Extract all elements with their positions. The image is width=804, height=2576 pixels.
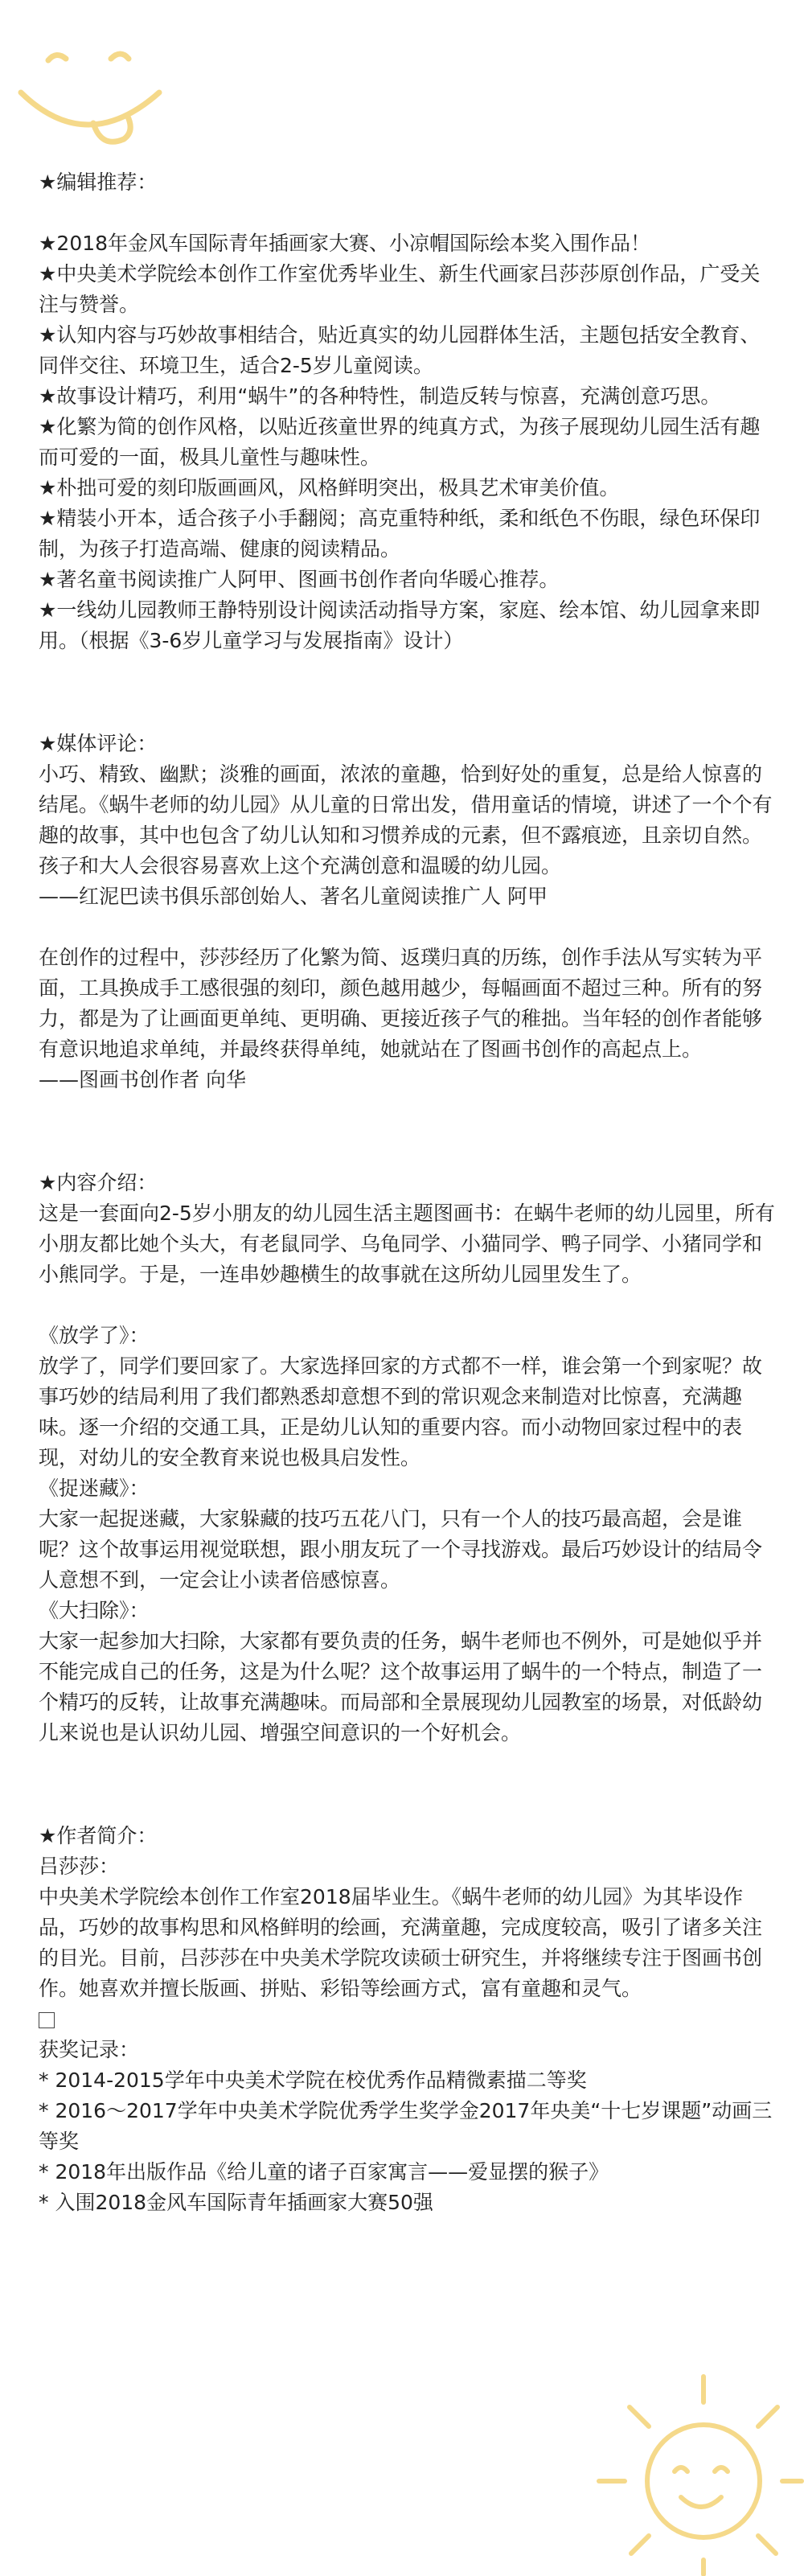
content-introduction-section	[39, 1168, 778, 1748]
book-description: 大家一起参加大扫除，大家都有要负责的任务，蜗牛老师也不例外，可是她似乎并不能完成自己的任务，这是为什么呢？这个故事运用了蜗牛的一个特点，制造了一个精巧的反转，让故事充满趣味。而局部和全景展现幼儿园教室的场景，对低龄幼儿来说也是认识幼儿园、增强空间意识的一个好机会。	[39, 1629, 763, 1744]
media-heading: ★媒体评论：	[39, 732, 158, 755]
document-body	[39, 167, 778, 2218]
book-title: 《放学了》：	[39, 1324, 150, 1347]
review-text: 在创作的过程中，莎莎经历了化繁为简、返璞归真的历练，创作手法从写实转为平面，工具换成手工感很强的刻印，颜色越用越少，每幅画面不超过三种。所有的努力，都是为了让画面更单纯、更明确、更接近孩子气的稚拙。当年轻的创作者能够有意识地追求单纯，并最终获得单纯，她就站在了图画书创作的高起点上。	[39, 946, 763, 1061]
editorial-item: ★中央美术学院绘本创作工作室优秀毕业生、新生代画家吕莎莎原创作品，广受关注与赞誉。	[39, 262, 761, 316]
intro-heading: ★内容介绍：	[39, 1171, 158, 1194]
editorial-item: ★化繁为简的创作风格，以贴近孩童世界的纯真方式，为孩子展现幼儿园生活有趣而可爱的一面，极具儿童性与趣味性。	[39, 415, 761, 469]
editorial-item: ★精装小开本，适合孩子小手翻阅；高克重特种纸，柔和纸色不伤眼，绿色环保印制，为孩子打造高端、健康的阅读精品。	[39, 507, 761, 561]
awards-heading: 获奖记录：	[39, 2038, 140, 2061]
editorial-recommendation-section	[39, 167, 778, 656]
media-review-section	[39, 729, 778, 1095]
author-name: 吕莎莎：	[39, 1855, 120, 1878]
editorial-item: ★故事设计精巧，利用“蜗牛”的各种特性，制造反转与惊喜，充满创意巧思。	[39, 384, 721, 408]
book-title: 《大扫除》：	[39, 1599, 150, 1622]
award-item: * 2014-2015学年中央美术学院在校优秀作品精微素描二等奖	[39, 2069, 587, 2092]
book-title: 《捉迷藏》：	[39, 1477, 150, 1500]
award-item: * 2018年出版作品《给儿童的诸子百家寓言——爱显摆的猴子》	[39, 2160, 609, 2184]
sun-icon	[583, 2336, 804, 2576]
editorial-item: ★认知内容与巧妙故事相结合，贴近真实的幼儿园群体生活，主题包括安全教育、同伴交往、环境卫生，适合2-5岁儿童阅读。	[39, 323, 761, 377]
smiley-face-icon	[6, 36, 175, 157]
author-profile-section	[39, 1821, 778, 2218]
author-bio: 中央美术学院绘本创作工作室2018届毕业生。《蜗牛老师的幼儿园》为其毕设作品，巧妙的故事构思和风格鲜明的绘画，充满童趣，完成度较高，吸引了诸多关注的目光。目前，吕莎莎在中央美术学院攻读硕士研究生，并将继续专注于图画书创作。她喜欢并擅长版画、拼贴、彩铅等绘画方式，富有童趣和灵气。	[39, 1885, 763, 2000]
editorial-item: ★朴拙可爱的刻印版画画风，风格鲜明突出，极具艺术审美价值。	[39, 476, 620, 499]
review-attribution: ——图画书创作者 向华	[39, 1068, 246, 1091]
book-description: 大家一起捉迷藏，大家躲藏的技巧五花八门，只有一个人的技巧最高超，会是谁呢？这个故事运用视觉联想，跟小朋友玩了一个寻找游戏。最后巧妙设计的结局令人意想不到，一定会让小读者倍感惊喜。	[39, 1507, 763, 1592]
editorial-item: ★著名童书阅读推广人阿甲、图画书创作者向华暖心推荐。	[39, 568, 560, 591]
empty-checkbox-icon	[39, 2004, 778, 2035]
review-text: 小巧、精致、幽默；淡雅的画面，浓浓的童趣，恰到好处的重复，总是给人惊喜的结尾。《蜗牛老师的幼儿园》从儿童的日常出发，借用童话的情境，讲述了一个个有趣的故事，其中也包含了幼儿认知和习惯养成的元素，但不露痕迹，且亲切自然。孩子和大人会很容易喜欢上这个充满创意和温暖的幼儿园。	[39, 762, 773, 877]
author-heading: ★作者简介：	[39, 1824, 158, 1847]
editorial-heading: ★编辑推荐：	[39, 171, 158, 194]
editorial-item: ★2018年金风车国际青年插画家大赛、小凉帽国际绘本奖入围作品！	[39, 232, 651, 255]
award-item: * 入围2018金风车国际青年插画家大赛50强	[39, 2191, 433, 2214]
award-item: * 2016～2017学年中央美术学院优秀学生奖学金2017年央美“十七岁课题”动画三等奖	[39, 2099, 773, 2153]
editorial-item: ★一线幼儿园教师王静特别设计阅读活动指导方案，家庭、绘本馆、幼儿园拿来即用。（根据《3-6岁儿童学习与发展指南》设计）	[39, 598, 761, 652]
intro-summary: 这是一套面向2-5岁小朋友的幼儿园生活主题图画书：在蜗牛老师的幼儿园里，所有小朋友都比她个头大，有老鼠同学、乌龟同学、小猫同学、鸭子同学、小猪同学和小熊同学。于是，一连串妙趣横生的故事就在这所幼儿园里发生了。	[39, 1202, 775, 1286]
review-attribution: ——红泥巴读书俱乐部创始人、著名儿童阅读推广人 阿甲	[39, 885, 548, 908]
book-description: 放学了，同学们要回家了。大家选择回家的方式都不一样，谁会第一个到家呢？故事巧妙的结局利用了我们都熟悉却意想不到的常识观念来制造对比惊喜，充满趣味。逐一介绍的交通工具，正是幼儿认知的重要内容。而小动物回家过程中的表现，对幼儿的安全教育来说也极具启发性。	[39, 1354, 763, 1469]
